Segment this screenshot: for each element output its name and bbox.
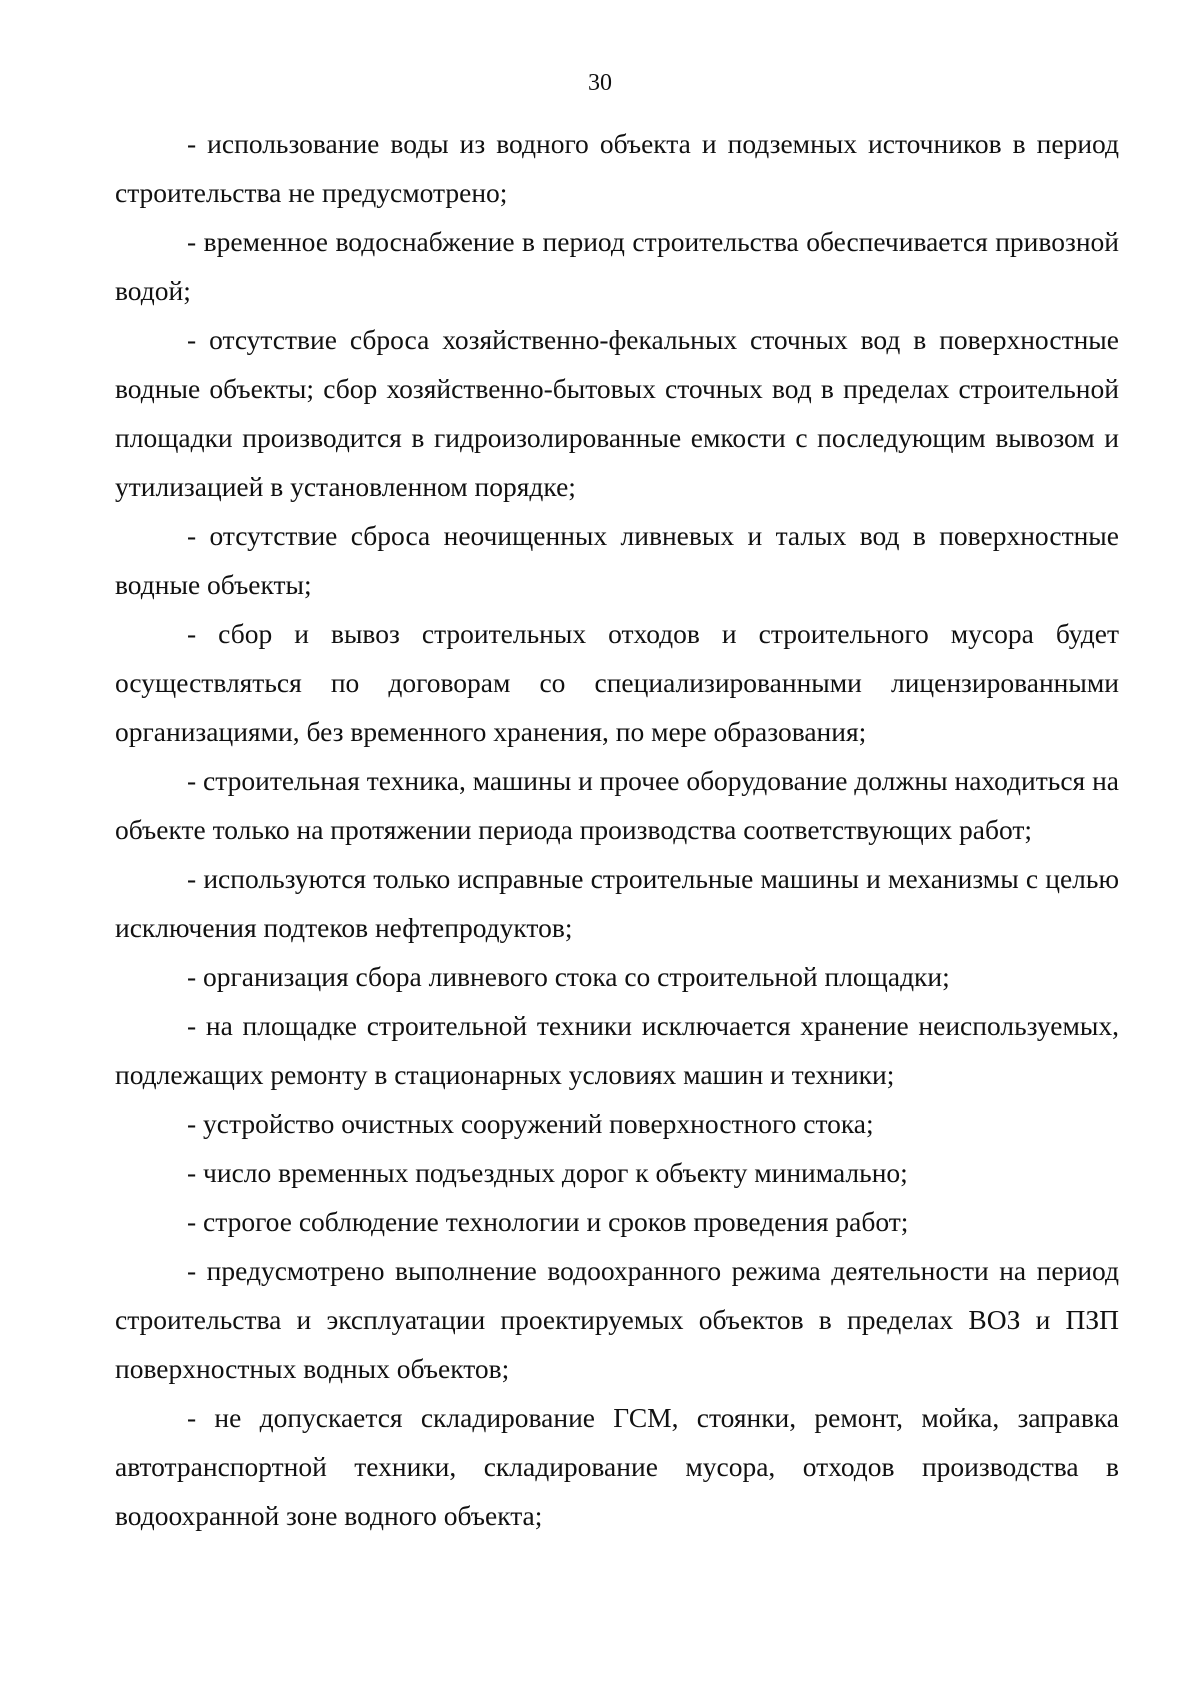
list-item-prohibited-activities: - не допускается складирование ГСМ, стоянки, ремонт, мойка, заправка автотранспортной техники, складирование мусора, отходов производства в водоохранной зоне водного объекта; — [115, 1402, 1119, 1531]
list-item-waste-removal: - сбор и вывоз строительных отходов и строительного мусора будет осуществляться по договорам со специализированными лицензированными организациями, без временного хранения, по мере образования; — [115, 618, 1119, 747]
list-item-equipment-presence: - строительная техника, машины и прочее оборудование должны находиться на объекте только на протяжении периода производства соответствующих работ; — [115, 765, 1119, 845]
list-item-water-protection-regime: - предусмотрено выполнение водоохранного режима деятельности на период строительства и эксплуатации проектируемых объектов в пределах ВОЗ и ПЗП поверхностных водных объектов; — [115, 1255, 1119, 1384]
list-item-wastewater-discharge: - отсутствие сброса хозяйственно-фекальных сточных вод в поверхностные водные объекты; сбор хозяйственно-бытовых сточных вод в пределах строительной площадки производится в гидроизолированные емкости с последующим вывозом и утилизацией в установленном порядке; — [115, 324, 1119, 502]
list-item-treatment-facilities: - устройство очистных сооружений поверхностного стока; — [187, 1108, 874, 1139]
list-item-access-roads: - число временных подъездных дорог к объекту минимально; — [187, 1157, 908, 1188]
list-item-temporary-water-supply: - временное водоснабжение в период строительства обеспечивается привозной водой; — [115, 226, 1119, 306]
page-number: 30 — [588, 70, 612, 96]
document-body — [115, 119, 1119, 1540]
list-item-stormwater-collection: - организация сбора ливневого стока со строительной площадки; — [187, 961, 950, 992]
list-item-equipment-storage: - на площадке строительной техники исключается хранение неиспользуемых, подлежащих ремонту в стационарных условиях машин и техники; — [115, 1010, 1119, 1090]
list-item-water-use: - использование воды из водного объекта и подземных источников в период строительства не предусмотрено; — [115, 128, 1119, 208]
list-item-serviceable-machines: - используются только исправные строительные машины и механизмы с целью исключения подтеков нефтепродуктов; — [115, 863, 1119, 943]
list-item-stormwater-discharge: - отсутствие сброса неочищенных ливневых и талых вод в поверхностные водные объекты; — [115, 520, 1119, 600]
list-item-technology-compliance: - строгое соблюдение технологии и сроков проведения работ; — [187, 1206, 909, 1237]
